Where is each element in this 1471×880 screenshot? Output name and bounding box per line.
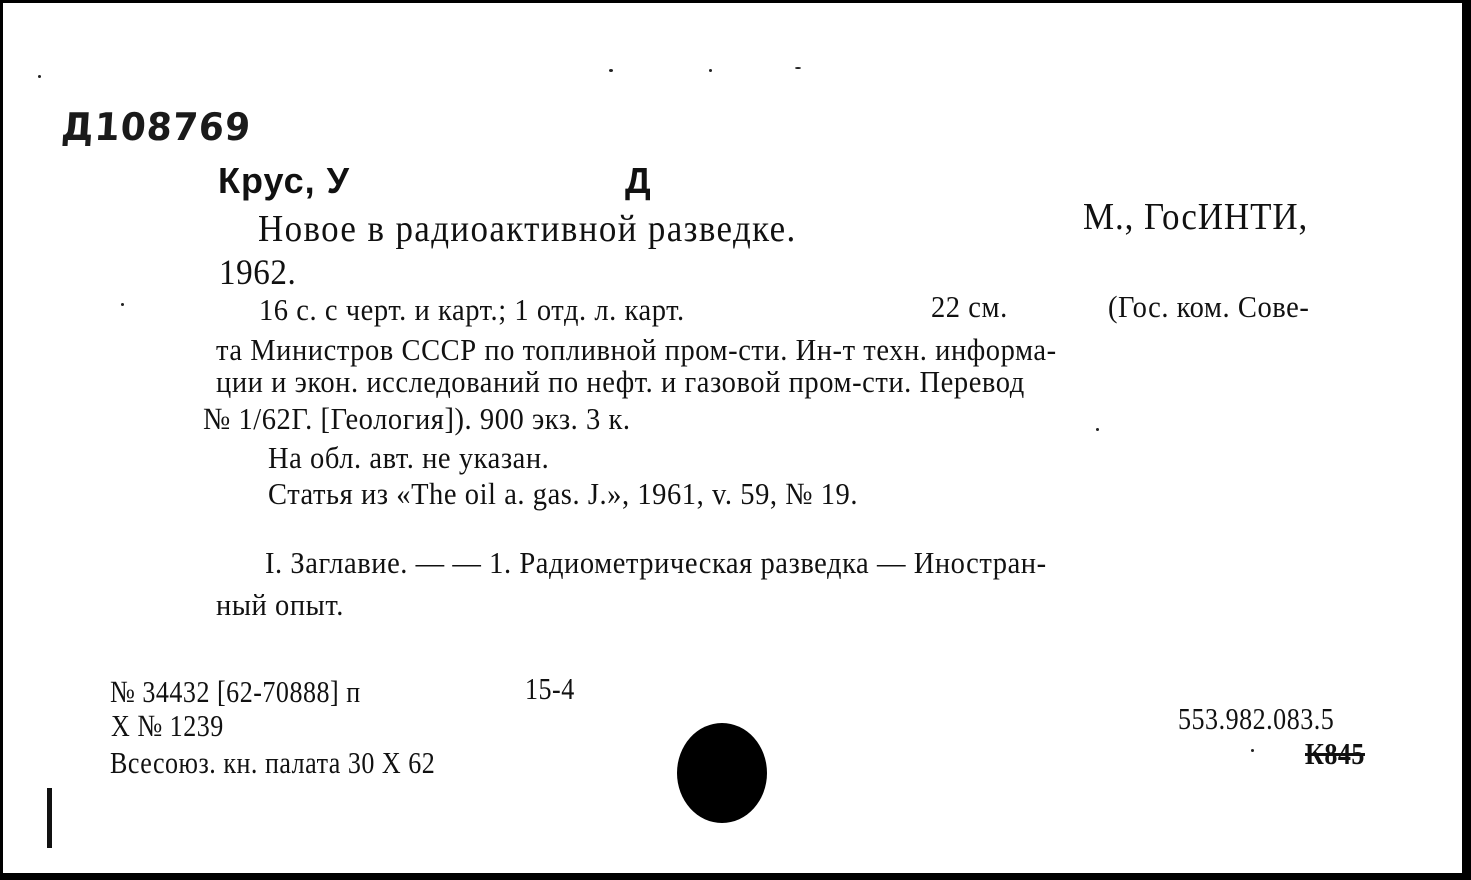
scan-speck <box>1251 749 1254 752</box>
scan-speck <box>38 75 41 78</box>
scan-speck <box>709 69 712 72</box>
scan-speck <box>1096 428 1099 431</box>
description-line: 16 с. с черт. и карт.; 1 отд. л. карт. <box>259 292 685 327</box>
shelf-mark: К845 <box>1305 736 1365 771</box>
publisher: М., ГосИНТИ, <box>1083 196 1309 238</box>
scan-speck <box>609 69 613 72</box>
note-line: Статья из «The oil a. gas. J.», 1961, v. 59, № 19. <box>268 476 859 511</box>
registry-chamber: Всесоюз. кн. палата 30 X 62 <box>110 745 436 780</box>
description-line: № 1/62Г. [Геология]). 900 экз. 3 к. <box>203 401 631 436</box>
description-line: (Гос. ком. Сове- <box>1108 289 1310 324</box>
udc-code: 553.982.083.5 <box>1178 701 1335 736</box>
title-line: Новое в радиоактивной разведке. <box>258 208 797 250</box>
scan-mark <box>47 788 52 848</box>
stamp-number: Д108769 <box>60 105 253 149</box>
punch-hole <box>677 723 767 823</box>
scan-speck <box>121 303 124 306</box>
publication-year: 1962. <box>219 252 297 292</box>
registry-card-number: Х № 1239 <box>111 708 224 743</box>
author-name: Крус, У <box>218 160 351 201</box>
registry-code: 15-4 <box>525 671 575 706</box>
catalog-card <box>3 3 1462 873</box>
description-line: та Министров СССР по топливной пром-сти. Ин-т техн. информа- <box>216 332 1057 367</box>
description-size: 22 см. <box>931 289 1008 324</box>
description-line: ции и экон. исследований по нефт. и газовой пром-сти. Перевод <box>216 364 1025 399</box>
author-initial: Д <box>625 160 652 201</box>
subjects-line: I. Заглавие. — — 1. Радиометрическая разведка — Иностран- <box>265 545 1047 580</box>
scan-speck <box>795 67 801 69</box>
registry-number: № 34432 [62-70888] п <box>110 674 361 709</box>
subjects-line: ный опыт. <box>216 587 344 622</box>
note-line: На обл. авт. не указан. <box>268 440 550 475</box>
